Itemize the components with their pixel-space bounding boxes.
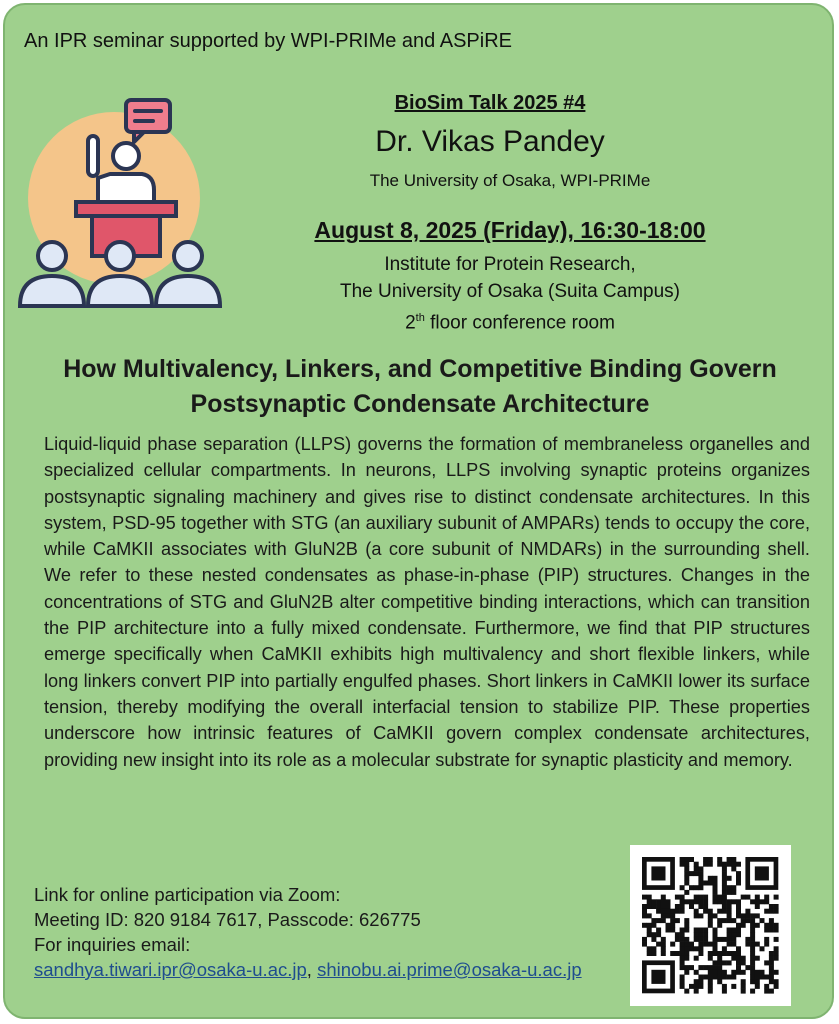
contact-info: [34, 882, 582, 982]
venue-line-1: Institute for Protein Research,: [384, 254, 636, 275]
venue: [260, 251, 760, 336]
qr-code-graphic: [630, 845, 791, 1006]
talk-title-line-1: How Multivalency, Linkers, and Competitive Binding Govern: [63, 355, 777, 383]
venue-line-2: The University of Osaka (Suita Campus): [339, 281, 680, 302]
talk-title: [20, 352, 820, 422]
speaker-name: Dr. Vikas Pandey: [375, 125, 605, 158]
speaker-podium-icon: [14, 98, 226, 310]
speaker-affiliation: The University of Osaka, WPI-PRIMe: [369, 171, 651, 190]
abstract-text: Liquid-liquid phase separation (LLPS) governs the formation of membraneless organelles and specialized cellular compartments. In neurons, LLPS involving synaptic proteins organizes postsynaptic signaling machinery and gives rise to distinct condensate architectures. In this system, PSD-95 together with STG (an auxiliary subunit of AMPARs) tends to occupy the core, while CaMKII associates with GluN2B (a core subunit of NMDARs) in the surrounding shell. We refer to these nested condensates as phase-in-phase (PIP) structures. Changes in the concentrations of STG and GluN2B alter competitive binding interactions, which can transition the PIP architecture into a fully mixed condensate. Furthermore, we find that PIP structures emerge specifically when CaMKII exhibits high multivalency and short flexible linkers, while long linkers convert PIP into partially engulfed phases. Short linkers in CaMKII lower its surface tension, thereby modifying the overall interfacial tension to stabilize PIP. These properties underscore how intrinsic features of CaMKII govern complex condensate architectures, providing new insight into its role as a molecular substrate for synaptic plasticity and memory.: [44, 434, 810, 770]
venue-line-3: [260, 305, 760, 336]
email-line: [34, 957, 582, 982]
event-date-time: August 8, 2025 (Friday), 16:30-18:00: [314, 217, 706, 243]
email-link-2[interactable]: shinobu.ai.prime@osaka-u.ac.jp: [317, 959, 582, 980]
floor-number: 2: [405, 312, 416, 334]
sponsor-line: An IPR seminar supported by WPI-PRIMe and ASPiRE: [24, 30, 512, 52]
series-title: BioSim Talk 2025 #4: [394, 92, 586, 114]
inquiries-label: For inquiries email:: [34, 934, 191, 955]
email-separator: ,: [306, 959, 318, 980]
talk-title-line-2: Postsynaptic Condensate Architecture: [190, 390, 650, 418]
zoom-label: Link for online participation via Zoom:: [34, 884, 341, 905]
meeting-info: Meeting ID: 820 9184 7617, Passcode: 626775: [34, 909, 421, 930]
floor-suffix: th: [415, 312, 425, 324]
qr-code-icon[interactable]: [630, 845, 791, 1006]
email-link-1[interactable]: sandhya.tiwari.ipr@osaka-u.ac.jp: [34, 959, 307, 980]
floor-rest: floor conference room: [424, 312, 615, 334]
